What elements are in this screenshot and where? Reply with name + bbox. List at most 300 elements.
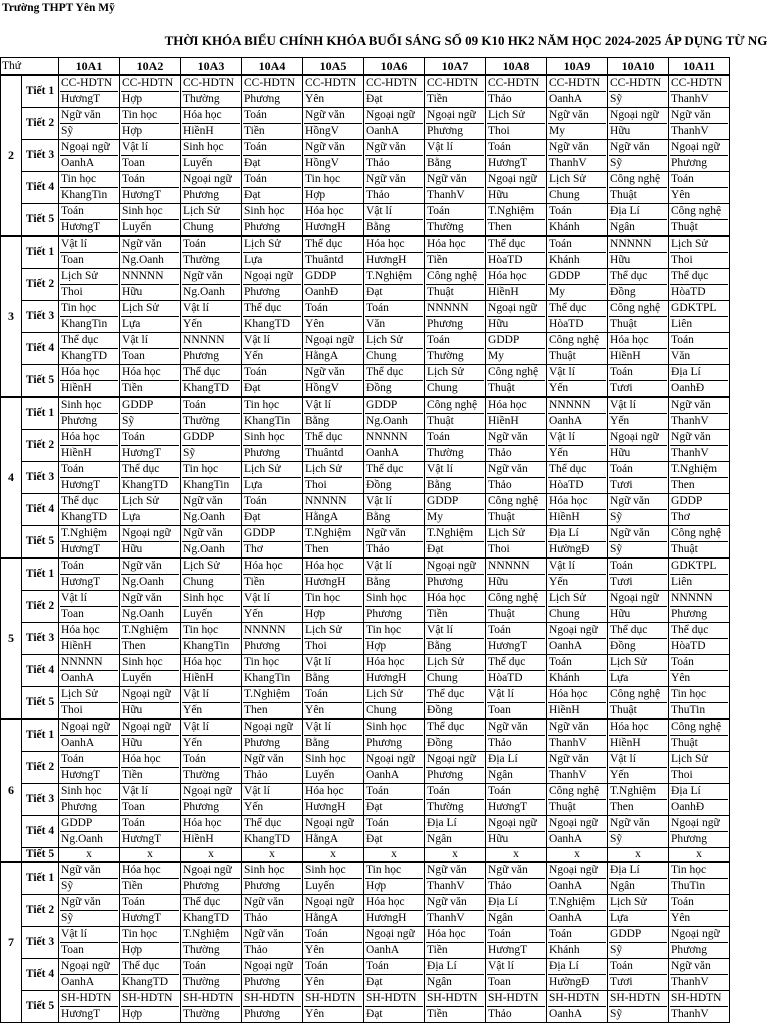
timetable-cell — [425, 236, 486, 269]
subject-name: Toán — [366, 960, 389, 972]
timetable-cell — [303, 623, 364, 655]
timetable-cell — [120, 752, 181, 784]
timetable-cell — [181, 816, 242, 848]
subject-name: Toán — [427, 334, 450, 346]
period-label: Tiết 3 — [22, 623, 59, 655]
teacher-name: Yên — [304, 91, 362, 107]
timetable-cell — [303, 752, 364, 784]
teacher-name: HiềnH — [548, 702, 606, 718]
period-row — [1, 719, 730, 752]
teacher-name: Ng.Oanh — [182, 509, 240, 525]
timetable-cell — [486, 719, 547, 752]
subject-name: Lịch Sử — [366, 688, 403, 700]
teacher-name: Ngân — [426, 974, 484, 990]
teacher-name: Tiền — [243, 574, 301, 590]
teacher-name: OanhA — [60, 670, 118, 686]
timetable-cell — [364, 333, 425, 365]
teacher-name: Luyến — [121, 670, 179, 686]
teacher-name: HươngT — [487, 155, 545, 171]
teacher-name: HiềnH — [60, 380, 118, 396]
timetable-cell — [547, 172, 608, 204]
teacher-name: Sỹ — [609, 1006, 667, 1022]
timetable-cell — [242, 927, 303, 959]
timetable-cell — [181, 236, 242, 269]
timetable-cell — [364, 959, 425, 991]
teacher-name: Đạt — [426, 541, 484, 557]
timetable-cell — [486, 687, 547, 720]
teacher-name: Bằng — [365, 574, 423, 590]
subject-name: Hóa học — [183, 817, 222, 829]
timetable-cell — [547, 140, 608, 172]
timetable-cell — [181, 752, 242, 784]
subject-name: Vật lí — [183, 302, 209, 314]
timetable-cell — [425, 816, 486, 848]
timetable-cell — [242, 784, 303, 816]
subject-name: GDDP — [305, 270, 337, 282]
subject-name: Thể dục — [549, 302, 587, 314]
timetable-cell — [242, 959, 303, 991]
teacher-name: Chung — [426, 670, 484, 686]
timetable-cell — [59, 991, 120, 1023]
timetable-cell — [425, 172, 486, 204]
teacher-name: Hợp — [304, 187, 362, 203]
period-row — [1, 591, 730, 623]
teacher-name: Đạt — [243, 509, 301, 525]
timetable-cell — [181, 333, 242, 365]
teacher-name: HươngT — [60, 1006, 118, 1022]
timetable-cell — [425, 655, 486, 687]
period-label: Tiết 1 — [22, 719, 59, 752]
subject-name: Công nghệ — [671, 721, 722, 733]
timetable-cell — [364, 301, 425, 333]
subject-name: Công nghệ — [549, 785, 600, 797]
teacher-name: Thảo — [365, 187, 423, 203]
subject-name: Toán — [183, 960, 206, 972]
teacher-name: Bằng — [426, 155, 484, 171]
timetable-cell — [669, 558, 730, 591]
teacher-name: Thoi — [487, 123, 545, 139]
teacher-name: Đồng — [609, 284, 667, 300]
timetable-cell — [364, 365, 425, 398]
subject-name: Sinh học — [122, 656, 163, 668]
timetable-cell — [669, 333, 730, 365]
subject-name: Toán — [183, 238, 206, 250]
subject-name: Toán — [366, 302, 389, 314]
timetable-cell — [486, 301, 547, 333]
subject-name: Thể dục — [244, 302, 282, 314]
teacher-name: Đồng — [426, 702, 484, 718]
timetable-cell — [59, 816, 120, 848]
teacher-name: HươngT — [60, 219, 118, 235]
timetable-cell — [608, 623, 669, 655]
subject-name: GDDP — [122, 399, 154, 411]
timetable-cell — [425, 204, 486, 237]
timetable-cell — [364, 172, 425, 204]
timetable-cell — [181, 623, 242, 655]
teacher-name: Thường — [182, 91, 240, 107]
timetable-cell — [364, 108, 425, 140]
timetable-cell — [120, 591, 181, 623]
subject-name: Vật lí — [610, 399, 636, 411]
subject-name: Toán — [305, 960, 328, 972]
teacher-name: Đồng — [365, 380, 423, 396]
teacher-name: Yên — [670, 670, 728, 686]
timetable-cell — [669, 784, 730, 816]
subject-name: Tin học — [61, 302, 97, 314]
teacher-name: Thuật — [609, 702, 667, 718]
timetable-cell — [303, 494, 364, 526]
teacher-name: HươngT — [121, 831, 179, 847]
subject-name: Ngữ văn — [366, 527, 406, 539]
teacher-name: Đồng — [426, 735, 484, 751]
teacher-name: Sỹ — [609, 91, 667, 107]
timetable-cell — [608, 991, 669, 1023]
subject-name: Ngữ văn — [610, 141, 650, 153]
subject-name: CC-HDTN — [305, 77, 357, 89]
teacher-name: Bằng — [365, 219, 423, 235]
timetable-cell — [669, 365, 730, 398]
teacher-name: Thuật — [487, 606, 545, 622]
day-label: 5 — [1, 558, 22, 719]
timetable-cell — [303, 862, 364, 895]
teacher-name: HiềnH — [60, 638, 118, 654]
teacher-name: ThanhV — [548, 735, 606, 751]
teacher-name: Then — [121, 638, 179, 654]
period-row — [1, 430, 730, 462]
teacher-name: OanhA — [548, 413, 606, 429]
timetable-cell — [425, 687, 486, 720]
teacher-name: Yên — [304, 702, 362, 718]
subject-name: Vật lí — [549, 560, 575, 572]
period-row — [1, 927, 730, 959]
period-row — [1, 784, 730, 816]
teacher-name: Toan — [487, 974, 545, 990]
timetable-cell — [669, 430, 730, 462]
teacher-name: Bằng — [426, 477, 484, 493]
timetable-cell — [59, 236, 120, 269]
subject-name: Ngoại ngữ — [610, 592, 659, 604]
teacher-name: KhangTin — [243, 413, 301, 429]
subject-name: GDDP — [610, 928, 642, 940]
teacher-name: Hữu — [609, 123, 667, 139]
teacher-name: ThanhV — [426, 910, 484, 926]
subject-name: Hóa học — [549, 688, 588, 700]
subject-name: Địa Lí — [671, 785, 701, 797]
subject-name: Sinh học — [183, 592, 224, 604]
subject-name: Tin học — [122, 928, 158, 940]
teacher-name: Lựa — [609, 910, 667, 926]
subject-name: Sinh học — [305, 753, 346, 765]
timetable-cell — [608, 430, 669, 462]
subject-name: T.Nghiệm — [610, 785, 657, 797]
teacher-name: Yến — [182, 316, 240, 332]
teacher-name: HằngA — [304, 910, 362, 926]
timetable-cell — [608, 172, 669, 204]
period-label: Tiết 1 — [22, 236, 59, 269]
subject-name: NNNNN — [427, 302, 469, 314]
timetable-cell — [547, 816, 608, 848]
teacher-name: Đạt — [365, 91, 423, 107]
subject-name: Vật lí — [427, 463, 453, 475]
teacher-name: Thơ — [243, 541, 301, 557]
timetable-cell — [181, 140, 242, 172]
teacher-name: Phương — [243, 284, 301, 300]
subject-name: Toán — [244, 173, 267, 185]
timetable-cell — [181, 494, 242, 526]
subject-name: CC-HDTN — [366, 77, 418, 89]
teacher-name: HườngĐ — [548, 974, 606, 990]
subject-name: Hóa học — [61, 431, 100, 443]
timetable-cell — [608, 687, 669, 720]
timetable-cell — [486, 895, 547, 927]
header-class: 10A4 — [242, 58, 303, 76]
timetable-cell — [669, 462, 730, 494]
subject-name: Toán — [610, 366, 633, 378]
timetable-cell — [669, 719, 730, 752]
subject-name: NNNNN — [61, 656, 103, 668]
subject-name: Thể dục — [183, 366, 221, 378]
teacher-name: Thuật — [548, 348, 606, 364]
timetable-cell — [120, 895, 181, 927]
teacher-name: Thường — [182, 942, 240, 958]
teacher-name: Thuật — [609, 187, 667, 203]
subject-name: NNNNN — [122, 270, 164, 282]
subject-name: Lịch Sử — [244, 238, 281, 250]
subject-name: Ngữ văn — [610, 817, 650, 829]
timetable-cell — [364, 494, 425, 526]
subject-name: Thể dục — [488, 238, 526, 250]
teacher-name: Thường — [182, 1006, 240, 1022]
subject-name: Vật lí — [366, 560, 392, 572]
timetable-cell — [181, 862, 242, 895]
empty-mark: x — [120, 848, 181, 863]
teacher-name: ThanhV — [548, 155, 606, 171]
subject-name: Toán — [244, 495, 267, 507]
teacher-name: Ng.Oanh — [365, 413, 423, 429]
teacher-name: Hữu — [487, 187, 545, 203]
teacher-name: Thoi — [304, 638, 362, 654]
subject-name: Ngữ văn — [305, 366, 345, 378]
period-row — [1, 687, 730, 720]
subject-name: Hóa học — [427, 238, 466, 250]
timetable-cell — [59, 558, 120, 591]
teacher-name: Sỹ — [121, 413, 179, 429]
page-title: THỜI KHÓA BIỂU CHÍNH KHÓA BUỔI SÁNG SỐ 09 K10 HK2 NĂM HỌC 2024-2025 ÁP DỤNG TỪ NG — [164, 33, 768, 48]
subject-name: Ngoại ngữ — [671, 141, 720, 153]
subject-name: Công nghệ — [671, 527, 722, 539]
teacher-name: Toan — [487, 702, 545, 718]
timetable-cell — [303, 927, 364, 959]
timetable-cell — [364, 816, 425, 848]
subject-name: Ngoại ngữ — [488, 302, 537, 314]
day-label: 6 — [1, 719, 22, 862]
subject-name: Thể dục — [610, 270, 648, 282]
timetable-cell — [425, 397, 486, 430]
subject-name: Thể dục — [305, 431, 343, 443]
timetable-cell — [120, 140, 181, 172]
subject-name: Toán — [61, 753, 84, 765]
subject-name: Vật lí — [122, 785, 148, 797]
timetable-cell — [608, 959, 669, 991]
subject-name: NNNNN — [671, 592, 713, 604]
teacher-name: Ng.Oanh — [121, 606, 179, 622]
timetable-cell — [181, 365, 242, 398]
header-class: 10A9 — [547, 58, 608, 76]
teacher-name: HiềnH — [609, 735, 667, 751]
teacher-name: Hợp — [121, 123, 179, 139]
teacher-name: Thảo — [243, 910, 301, 926]
teacher-name: Ng.Oanh — [121, 252, 179, 268]
period-label: Tiết 2 — [22, 430, 59, 462]
timetable-cell — [486, 236, 547, 269]
subject-name: Ngoại ngữ — [305, 334, 354, 346]
teacher-name: OanhA — [548, 878, 606, 894]
teacher-name: Phương — [670, 942, 728, 958]
timetable-cell — [425, 462, 486, 494]
teacher-name: KhangTD — [182, 910, 240, 926]
subject-name: Lịch Sử — [244, 463, 281, 475]
teacher-name: Thuật — [426, 413, 484, 429]
period-row — [1, 269, 730, 301]
teacher-name: Phương — [60, 413, 118, 429]
subject-name: T.Nghiệm — [366, 270, 413, 282]
timetable-cell — [425, 558, 486, 591]
subject-name: Ngữ văn — [366, 141, 406, 153]
teacher-name: HươngH — [304, 219, 362, 235]
teacher-name: HồngV — [304, 380, 362, 396]
subject-name: Địa Lí — [549, 960, 579, 972]
subject-name: Thể dục — [671, 270, 709, 282]
teacher-name: Tiền — [121, 767, 179, 783]
timetable-cell — [242, 719, 303, 752]
teacher-name: Hợp — [121, 1006, 179, 1022]
timetable-cell — [425, 526, 486, 559]
timetable-cell — [547, 462, 608, 494]
teacher-name: Phương — [426, 767, 484, 783]
subject-name: Lịch Sử — [122, 302, 159, 314]
timetable-cell — [303, 816, 364, 848]
timetable-cell — [181, 397, 242, 430]
subject-name: Ngoại ngữ — [244, 721, 293, 733]
subject-name: Vật lí — [61, 238, 87, 250]
teacher-name: Bằng — [365, 509, 423, 525]
teacher-name: Thuật — [426, 284, 484, 300]
period-label: Tiết 4 — [22, 959, 59, 991]
subject-name: Tin học — [244, 656, 280, 668]
period-label: Tiết 1 — [22, 397, 59, 430]
teacher-name: Phương — [426, 123, 484, 139]
subject-name: GDDP — [183, 431, 215, 443]
timetable-cell — [242, 591, 303, 623]
subject-name: CC-HDTN — [488, 77, 540, 89]
subject-name: Hóa học — [61, 624, 100, 636]
teacher-name: KhangTD — [121, 477, 179, 493]
subject-name: Hóa học — [183, 109, 222, 121]
teacher-name: Thuật — [487, 509, 545, 525]
timetable-cell — [181, 301, 242, 333]
subject-name: CC-HDTN — [549, 77, 601, 89]
teacher-name: Khánh — [548, 942, 606, 958]
teacher-name: Thuật — [670, 541, 728, 557]
subject-name: Ngữ văn — [671, 431, 711, 443]
teacher-name: Hợp — [304, 606, 362, 622]
teacher-name: Phương — [670, 831, 728, 847]
timetable-cell — [425, 365, 486, 398]
timetable-cell — [547, 75, 608, 108]
timetable-cell — [486, 269, 547, 301]
timetable-cell — [486, 140, 547, 172]
subject-name: Lịch Sử — [671, 753, 708, 765]
teacher-name: HiềnH — [182, 831, 240, 847]
teacher-name: OanhĐ — [304, 284, 362, 300]
teacher-name: HiềnH — [487, 284, 545, 300]
timetable-cell — [242, 862, 303, 895]
timetable-cell — [242, 494, 303, 526]
period-label: Tiết 2 — [22, 895, 59, 927]
timetable-cell — [547, 301, 608, 333]
teacher-name: Phương — [243, 735, 301, 751]
teacher-name: Bằng — [304, 735, 362, 751]
timetable-cell — [59, 430, 120, 462]
timetable-cell — [547, 895, 608, 927]
timetable-cell — [59, 462, 120, 494]
timetable-cell — [242, 430, 303, 462]
timetable-cell — [669, 591, 730, 623]
period-label: Tiết 4 — [22, 333, 59, 365]
period-label: Tiết 4 — [22, 172, 59, 204]
teacher-name: Yến — [182, 702, 240, 718]
subject-name: Tin học — [366, 864, 402, 876]
subject-name: GDDP — [366, 399, 398, 411]
timetable-cell — [242, 816, 303, 848]
timetable — [0, 57, 730, 1023]
subject-name: Hóa học — [427, 592, 466, 604]
timetable-cell — [181, 687, 242, 720]
period-row — [1, 655, 730, 687]
subject-name: Sinh học — [122, 205, 163, 217]
teacher-name: Hợp — [121, 91, 179, 107]
subject-name: Hóa học — [366, 896, 405, 908]
subject-name: Thể dục — [427, 721, 465, 733]
subject-name: Toán — [671, 173, 694, 185]
teacher-name: Luyến — [304, 767, 362, 783]
teacher-name: Sỹ — [60, 123, 118, 139]
subject-name: Sinh học — [61, 399, 102, 411]
teacher-name: Đạt — [243, 187, 301, 203]
teacher-name: Thường — [182, 974, 240, 990]
timetable-cell — [425, 862, 486, 895]
subject-name: Lịch Sử — [366, 334, 403, 346]
teacher-name: Tươi — [609, 380, 667, 396]
timetable-cell — [608, 494, 669, 526]
teacher-name: Then — [670, 477, 728, 493]
timetable-cell — [669, 959, 730, 991]
subject-name: Ngoại ngữ — [427, 109, 476, 121]
timetable-cell — [303, 236, 364, 269]
teacher-name: Thảo — [365, 155, 423, 171]
teacher-name: Thảo — [243, 767, 301, 783]
teacher-name: Yến — [609, 767, 667, 783]
subject-name: Hóa học — [488, 270, 527, 282]
timetable-cell — [181, 719, 242, 752]
teacher-name: Thuật — [487, 380, 545, 396]
subject-name: Toán — [549, 238, 572, 250]
subject-name: Công nghệ — [610, 688, 661, 700]
timetable-cell — [425, 333, 486, 365]
timetable-cell — [547, 204, 608, 237]
empty-mark: x — [59, 848, 120, 863]
teacher-name: Phương — [670, 155, 728, 171]
